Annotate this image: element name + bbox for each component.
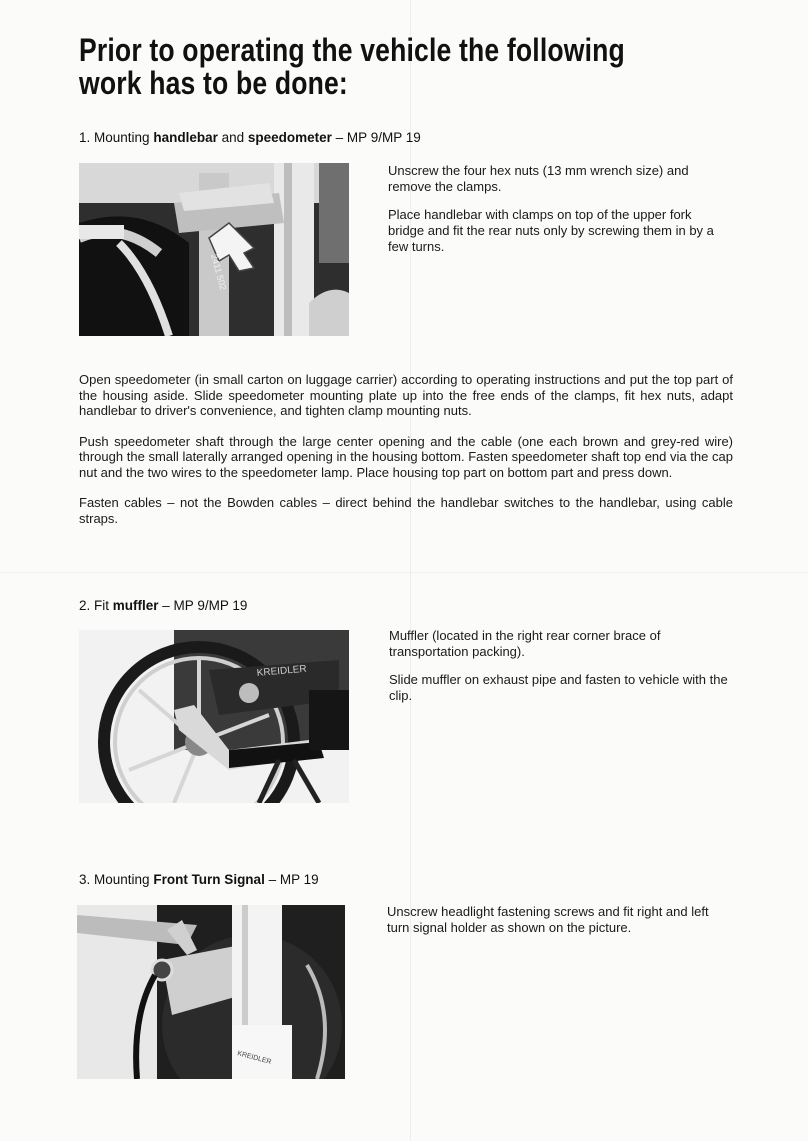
photo-label-part-number: 2411 502	[209, 252, 229, 292]
section-2-side-text: Muffler (located in the right rear corner brace of transportation packing). Slide muffler on exhaust pipe and fasten to vehicle with the clip.	[389, 628, 728, 703]
paper-fold-line-horizontal	[0, 572, 808, 573]
section-1-side-text: Unscrew the four hex nuts (13 mm wrench size) and remove the clamps. Place handlebar with clamps on top of the upper fork bridge and fit the rear nuts only by screwing them in by a few turns.	[388, 163, 714, 254]
section-1-body-text: Open speedometer (in small carton on luggage carrier) according to operating instructions and put the top part of the housing aside. Slide speedometer mounting plate up into the free ends of the clamps, fit hex nuts, adapt handlebar to driver's convenience, and tighten clamp mounting nuts. Push speedometer shaft through the large center opening and the cable (one each brown and grey-red wire) through the small laterally arranged opening in the housing bottom. Fasten speedometer shaft top end via the cap nut and the two wires to the speedometer lamp. Place housing top part on bottom part and press down. Fasten cables – not the Bowden cables – direct behind the handlebar switches to the handlebar, using cable straps.	[79, 372, 733, 526]
page-title: Prior to operating the vehicle the following work has to be done:	[79, 32, 625, 101]
section-2-heading: 2. Fit muffler – MP 9/MP 19	[79, 598, 248, 613]
section-3-heading: 3. Mounting Front Turn Signal – MP 19	[79, 872, 319, 887]
photo-label-brand: KREIDLER	[256, 663, 308, 679]
photo-label-plate: KREIDLER	[236, 1050, 273, 1066]
photo-muffler	[79, 630, 349, 803]
photo-front-turn-signal	[77, 905, 345, 1079]
section-1-heading: 1. Mounting handlebar and speedometer – MP 9/MP 19	[79, 130, 421, 145]
photo-handlebar-clamps	[79, 163, 349, 336]
section-3-side-text: Unscrew headlight fastening screws and fit right and left turn signal holder as shown on the picture.	[387, 904, 709, 935]
